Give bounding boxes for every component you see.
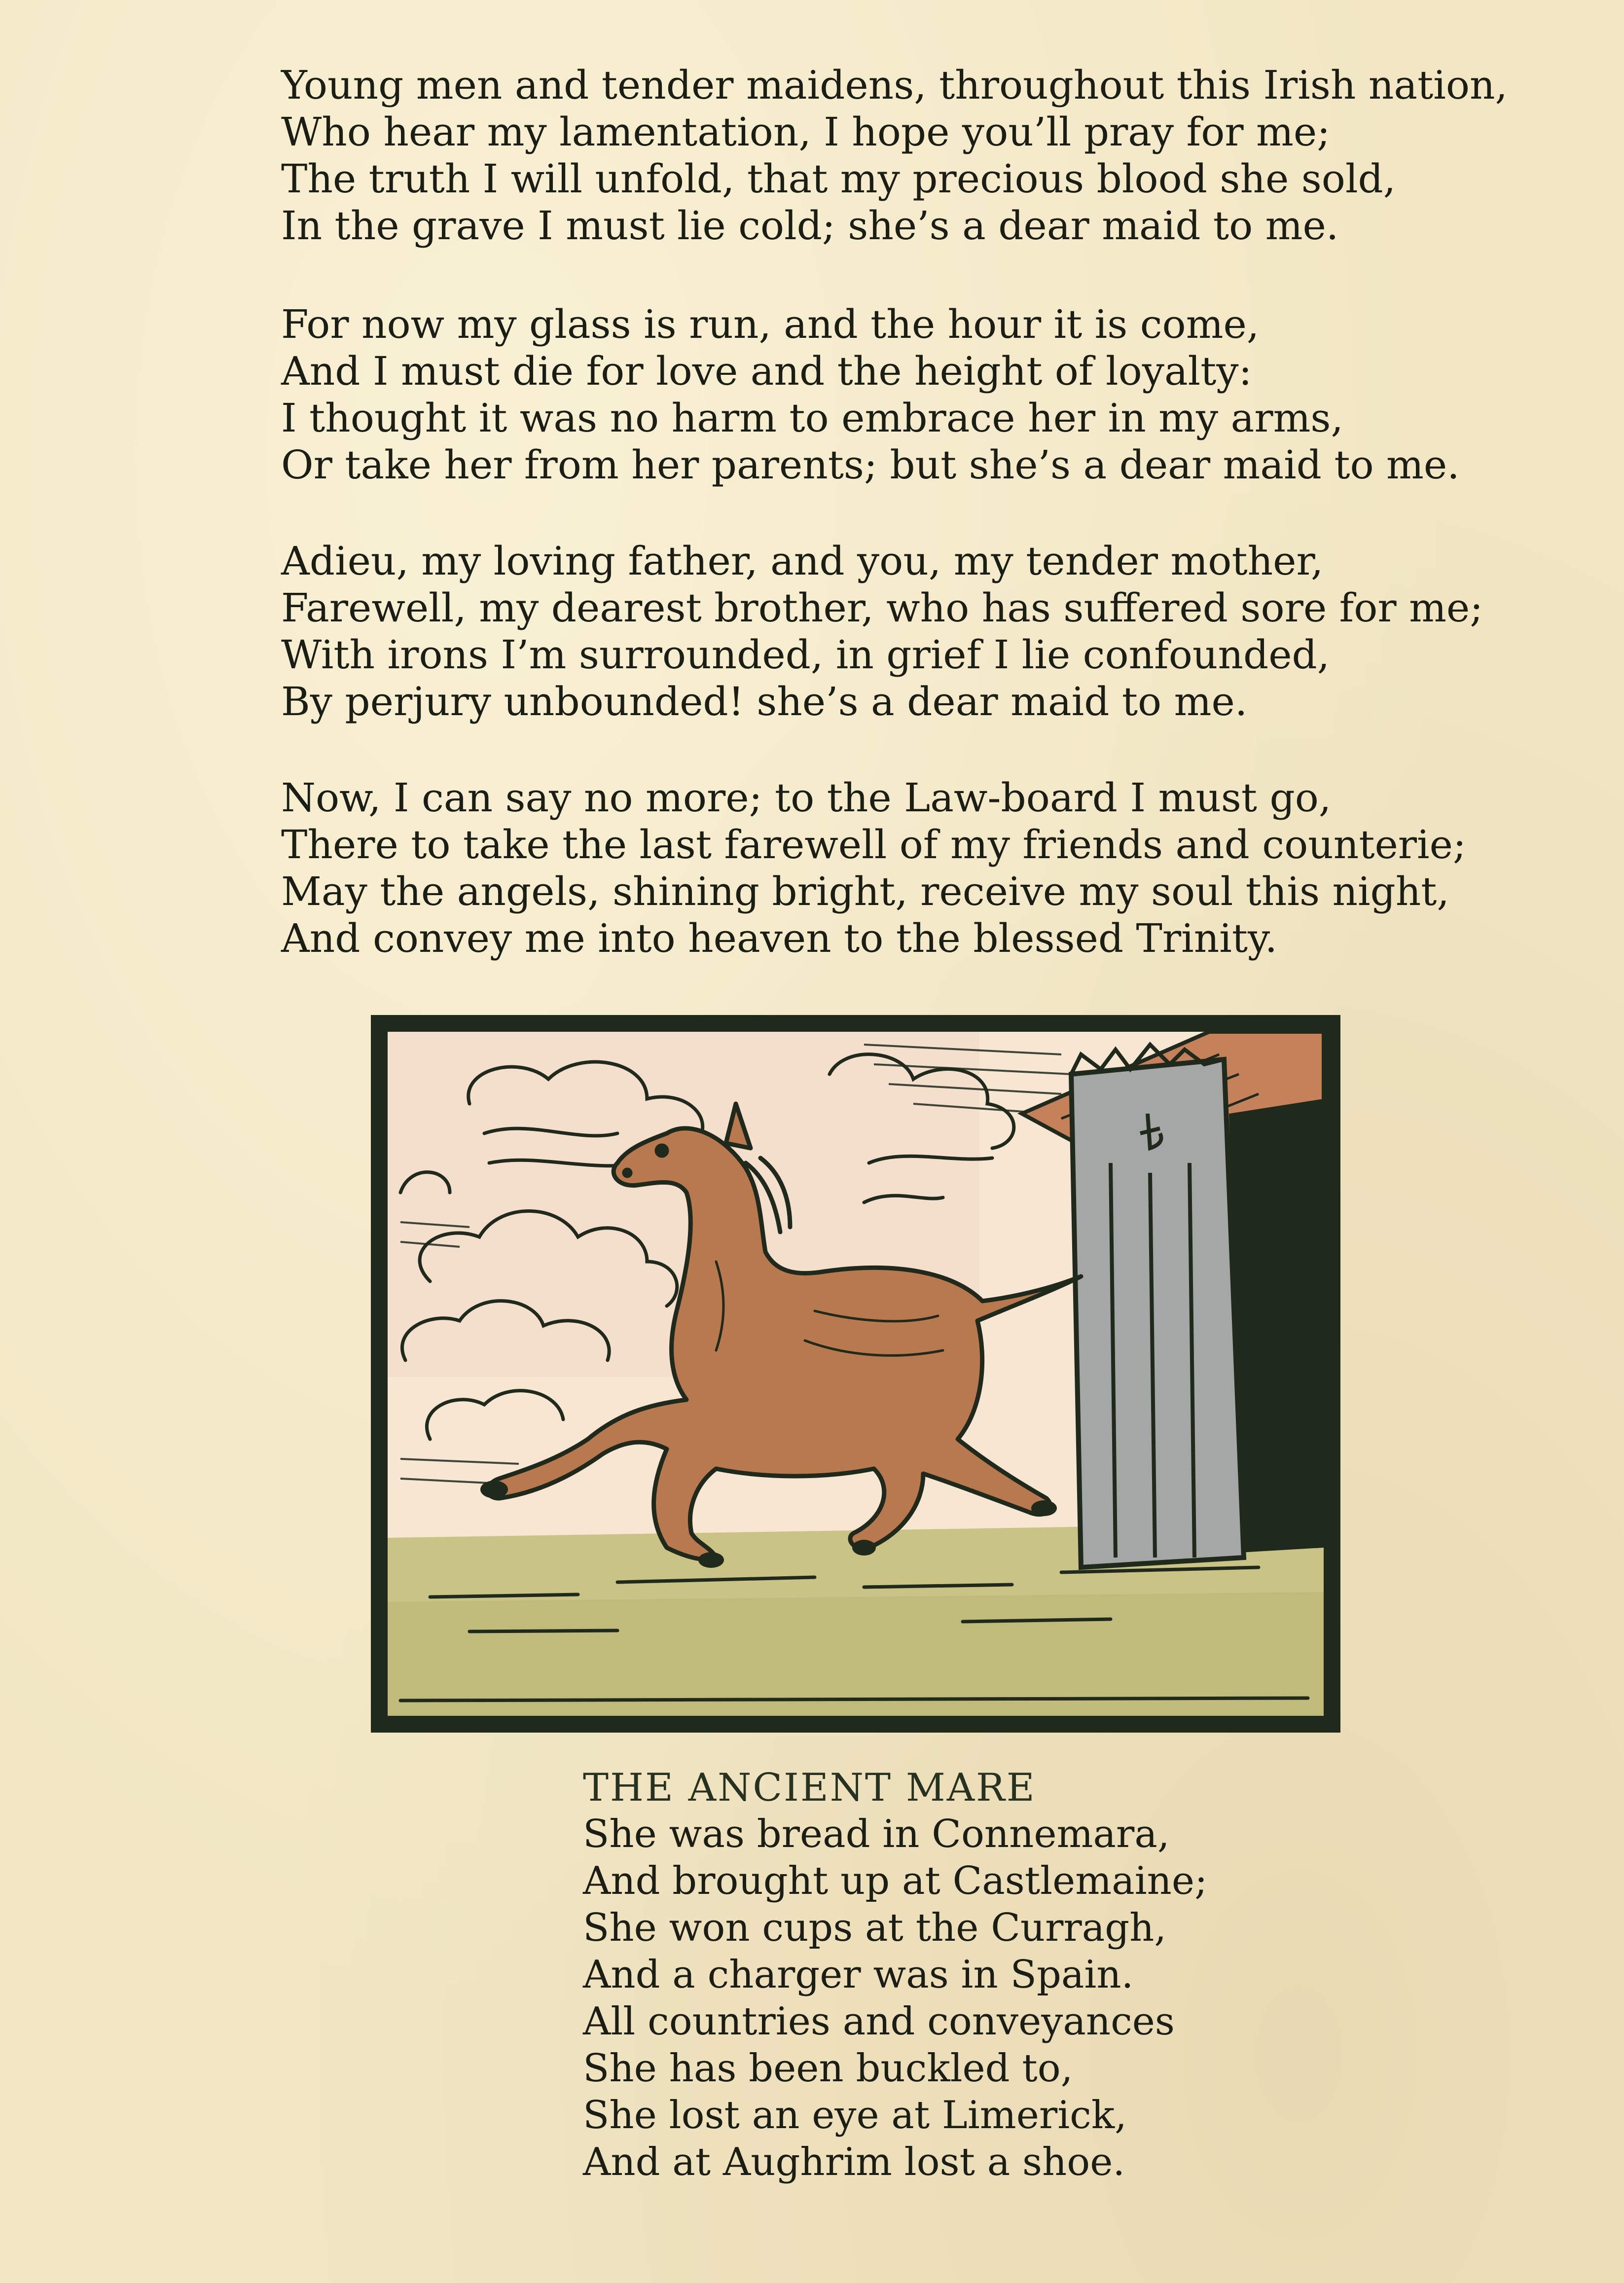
stanza-4	[281, 774, 1466, 962]
poem-line: She was bread in Connemara,	[583, 1812, 1170, 1856]
poem-line: She won cups at the Curragh,	[583, 1906, 1167, 1950]
poem-line: She lost an eye at Limerick,	[583, 2093, 1127, 2138]
poem-line: And brought up at Castlemaine;	[583, 1859, 1208, 1903]
poem-body	[583, 1811, 1207, 2186]
verse-line: Young men and tender maidens, throughout this Irish nation,	[281, 62, 1508, 108]
verse-line: Farewell, my dearest brother, who has suffered sore for me;	[281, 585, 1483, 631]
poem-line: She has been buckled to,	[583, 2046, 1073, 2091]
poem-line: And at Aughrim lost a shoe.	[583, 2140, 1125, 2184]
verse-line: Who hear my lamentation, I hope you’ll pray for me;	[281, 109, 1331, 155]
verse-line: For now my glass is run, and the hour it is come,	[281, 301, 1260, 347]
verse-line: Adieu, my loving father, and you, my tender mother,	[281, 538, 1324, 584]
stanza-2	[281, 301, 1460, 488]
verse-line: Now, I can say no more; to the Law-board I must go,	[281, 775, 1332, 821]
stanza-1	[281, 62, 1508, 249]
verse-line: With irons I’m surrounded, in grief I lie confounded,	[281, 632, 1330, 678]
stanza-3	[281, 538, 1483, 725]
poem-line: And a charger was in Spain.	[583, 1953, 1134, 1997]
verse-line: The truth I will unfold, that my precious blood she sold,	[281, 156, 1396, 202]
verse-line: And convey me into heaven to the blessed Trinity.	[281, 915, 1277, 961]
poem-line: All countries and conveyances	[583, 1999, 1175, 2044]
poem-title: THE ANCIENT MARE	[583, 1766, 1036, 1810]
verse-line: I thought it was no harm to embrace her in my arms,	[281, 395, 1343, 441]
verse-line: There to take the last farewell of my friends and counterie;	[281, 822, 1466, 868]
verse-line: May the angels, shining bright, receive my soul this night,	[281, 869, 1449, 914]
verse-line: In the grave I must lie cold; she’s a dear maid to me.	[281, 203, 1339, 249]
verse-line: And I must die for love and the height of loyalty:	[281, 348, 1252, 394]
gate-post	[1071, 1059, 1244, 1567]
verse-line: By perjury unbounded! she’s a dear maid to me.	[281, 679, 1248, 725]
horse-woodcut-illustration	[371, 1015, 1340, 1733]
verse-line: Or take her from her parents; but she’s a dear maid to me.	[281, 442, 1460, 488]
